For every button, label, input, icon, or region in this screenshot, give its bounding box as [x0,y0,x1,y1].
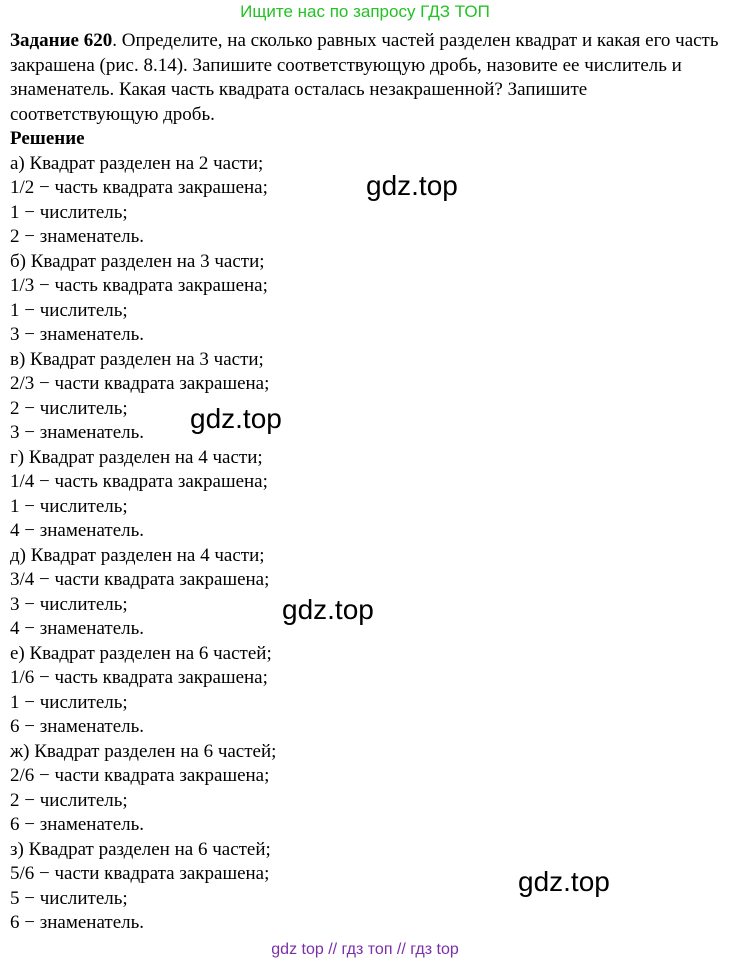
solution-line: 1 − числитель; [10,691,128,713]
solution-line: а) Квадрат разделен на 2 части; [10,152,264,174]
solution-line: 2/6 − части квадрата закрашена; [10,765,270,786]
solution-line: 1/2 − часть квадрата закрашена; [10,177,268,198]
solution-line: б) Квадрат разделен на 3 части; [10,250,265,272]
solution-line: 4 − знаменатель. [10,618,145,639]
solution-line: 6 − знаменатель. [10,912,145,933]
solution-line: 3/4 − части квадрата закрашена; [10,569,270,590]
task-statement [10,29,725,127]
solution-line: 3 − знаменатель. [10,422,145,443]
solution-line: 5/6 − части квадрата закрашена; [10,863,270,884]
solution-line: 1 − числитель; [10,201,128,223]
solution-line: 3 − числитель; [10,593,128,615]
task-label: Задание 620 [10,30,113,51]
solution-line: 5 − числитель; [10,887,128,909]
solution-line: 1 − числитель; [10,299,128,321]
solution-line: 2 − числитель; [10,789,128,811]
solution-line: 1/6 − часть квадрата закрашена; [10,667,268,688]
solution-line: 6 − знаменатель. [10,716,145,737]
solution-line: е) Квадрат разделен на 6 частей; [10,642,272,664]
solution-line: 2 − знаменатель. [10,226,145,247]
solution-line: 1/4 − часть квадрата закрашена; [10,471,268,492]
solution-line: з) Квадрат разделен на 6 частей; [10,838,271,860]
watermark: gdz.top [282,594,374,625]
solution-line: 1/3 − часть квадрата закрашена; [10,275,268,296]
watermark: gdz.top [518,866,610,897]
solution-line: г) Квадрат разделен на 4 части; [10,446,263,468]
watermark: gdz.top [366,170,458,201]
solution-line: 2 − числитель; [10,397,128,419]
solution-line: д) Квадрат разделен на 4 части; [10,544,265,566]
solution-line: 4 − знаменатель. [10,520,145,541]
task-text: . Определите, на сколько равных частей разделен квадрат и какая его часть закрашена (рис. 8.14). Запишите соответствующую дробь, назовите ее числитель и знаменатель. Какая часть квадрата осталась незакрашенной? Запишите соответствующую дробь. [10,30,719,125]
solution-line: ж) Квадрат разделен на 6 частей; [10,740,277,762]
top-banner: Ищите нас по запросу ГДЗ ТОП [240,2,490,21]
solution-line: в) Квадрат разделен на 3 части; [10,348,264,370]
watermark: gdz.top [190,403,282,434]
solution-line: 2/3 − части квадрата закрашена; [10,373,270,394]
solution-line: 6 − знаменатель. [10,814,145,835]
footer-links: gdz top // гдз топ // гдз top [271,941,459,958]
solution-heading: Решение [10,128,85,149]
solution-line: 1 − числитель; [10,495,128,517]
solution-block [10,127,725,936]
solution-line: 3 − знаменатель. [10,324,145,345]
